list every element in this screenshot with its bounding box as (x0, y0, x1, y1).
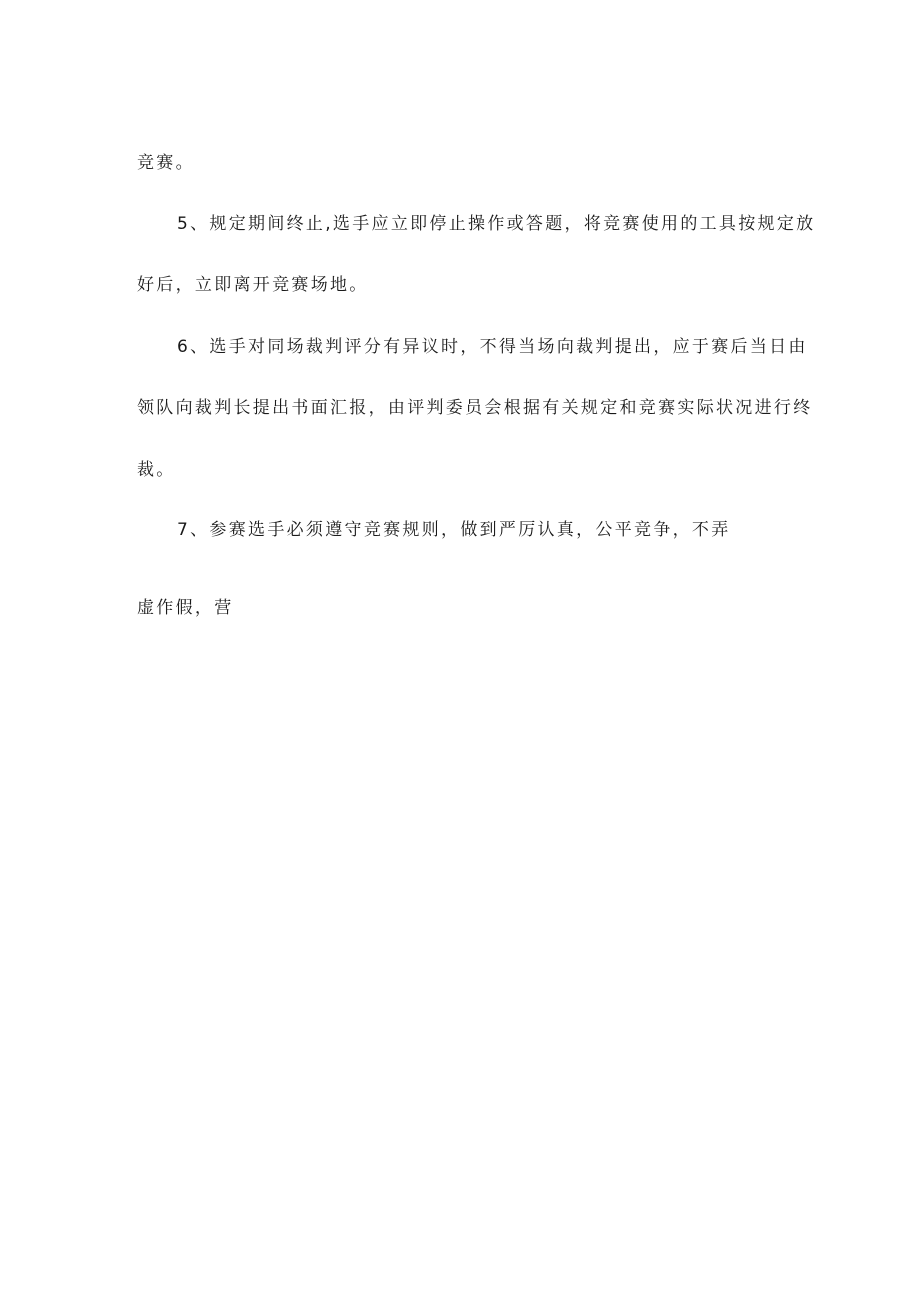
text-line-5: 领队向裁判长提出书面汇报，由评判委员会根据有关规定和竞赛实际状况进行终 (137, 398, 813, 418)
text-line-2: 5、规定期间终止,选手应立即停止操作或答题，将竞赛使用的工具按规定放 (177, 214, 816, 234)
text-line-8: 虚作假，营 (137, 598, 234, 618)
text-line-3: 好后，立即离开竞赛场地。 (137, 275, 369, 295)
text-line-7: 7、参赛选手必须遵守竞赛规则，做到严厉认真，公平竞争，不弄 (177, 520, 731, 540)
text-line-6: 裁。 (137, 460, 176, 480)
text-line-4: 6、选手对同场裁判评分有异议时，不得当场向裁判提出，应于赛后当日由 (177, 337, 808, 357)
text-line-1: 竞赛。 (137, 153, 195, 173)
